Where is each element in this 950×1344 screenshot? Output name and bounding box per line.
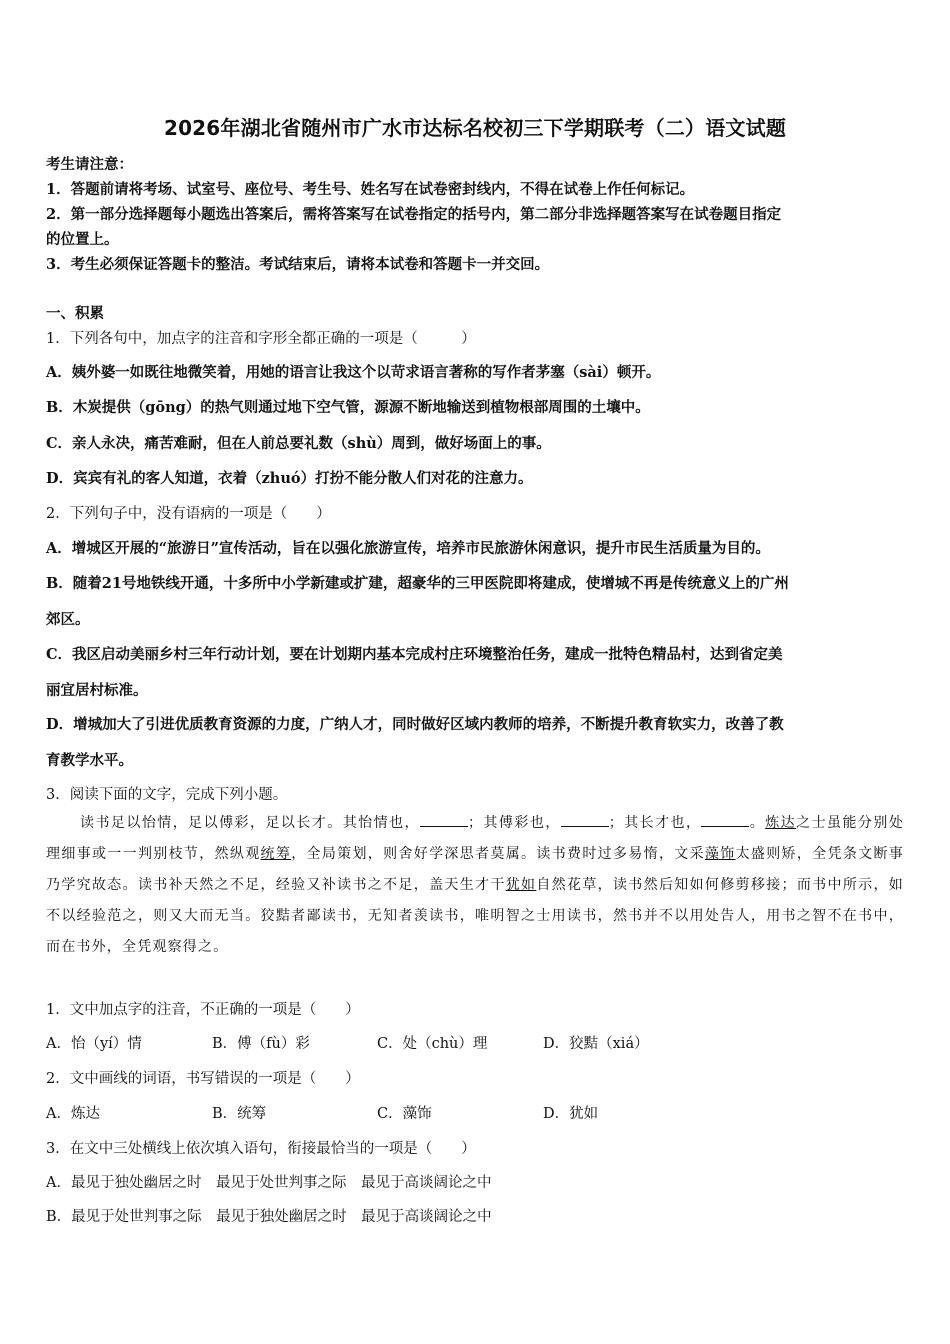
- question-2-option-d-cont: 育教学水平。: [46, 752, 133, 769]
- fill-blank-3: [701, 812, 749, 827]
- reading-passage: [46, 808, 904, 963]
- notice-heading: 考生请注意：: [46, 156, 133, 173]
- question-1-option-a: A．姨外婆一如既往地微笑着，用她的语言让我这个以苛求语言著称的写作者茅塞（sài）顿开。: [46, 364, 661, 381]
- passage-text: 自然花草，读书然后知如何修剪移接；而书中所示，如不以经验范之，则又大而无当。狡黠者鄙读书，无知者羡读书，唯明智之士用读书，然书并不以用处告人，用书之智不在书中，而在书外，全凭观察得之。: [46, 877, 904, 955]
- passage-text: 太盛则矫，全凭条文断事乃学究故态。读书补天然之不足，经验又补读书之不足，盖天生才干: [46, 846, 905, 893]
- underlined-word: 藻饰: [704, 846, 736, 862]
- fill-blank-2: [561, 812, 609, 827]
- question-2-option-c: C．我区启动美丽乡村三年行动计划，要在计划期内基本完成村庄环境整治任务，建成一批特色精品村，达到省定美: [46, 646, 783, 663]
- fill-blank-1: [420, 812, 468, 827]
- sub-question-2-option-d: D．犹如: [543, 1106, 599, 1122]
- question-1-option-c: C．亲人永决，痛苦难耐，但在人前总要礼数（shù）周到，做好场面上的事。: [46, 435, 551, 452]
- passage-text: 之士虽能分别处理细事或一一判别枝节，然纵观: [46, 815, 905, 862]
- underlined-word: 犹如: [505, 877, 537, 893]
- sub-question-3-option-b: B．最见于处世判事之际 最见于独处幽居之时 最见于高谈阔论之中: [46, 1209, 492, 1225]
- sub-question-1-stem: 1．文中加点字的注音，不正确的一项是（ ）: [46, 1002, 360, 1018]
- sub-question-2-option-b: B．统筹: [212, 1106, 267, 1122]
- sub-question-2-option-c: C．藻饰: [377, 1106, 432, 1122]
- question-2-option-b: B．随着21号地铁线开通，十多所中小学新建或扩建，超豪华的三甲医院即将建成，使增城不再是传统意义上的广州: [46, 575, 789, 592]
- sub-question-3-stem: 3．在文中三处横线上依次填入语句，衔接最恰当的一项是（ ）: [46, 1141, 476, 1157]
- question-1-option-b: B．木炭提供（gōng）的热气则通过地下空气管，源源不断地输送到植物根部周围的土壤中。: [46, 399, 650, 416]
- notice-item: 2．第一部分选择题每小题选出答案后，需将答案写在试卷指定的括号内，第二部分非选择题答案写在试卷题目指定: [46, 206, 782, 223]
- question-3-stem: 3．阅读下面的文字，完成下列小题。: [46, 787, 288, 803]
- passage-text: ；其长才也，: [608, 815, 702, 831]
- section-heading: 一、积累: [46, 305, 104, 322]
- sub-question-2-stem: 2．文中画线的词语，书写错误的一项是（ ）: [46, 1071, 360, 1087]
- question-2-stem: 2．下列句子中，没有语病的一项是（ ）: [46, 506, 331, 522]
- notice-item: 3．考生必须保证答题卡的整洁。考试结束后，请将本试卷和答题卡一并交回。: [46, 256, 550, 273]
- sub-question-3-option-a: A．最见于独处幽居之时 最见于处世判事之际 最见于高谈阔论之中: [46, 1175, 492, 1191]
- sub-question-1-option-a: A．怡（yí）情: [46, 1036, 142, 1052]
- question-2-option-b-cont: 郊区。: [46, 611, 90, 628]
- notice-item: 1．答题前请将考场、试室号、座位号、考生号、姓名写在试卷密封线内，不得在试卷上作任何标记。: [46, 181, 695, 198]
- question-2-option-a: A．增城区开展的“旅游日”宣传活动，旨在以强化旅游宣传，培养市民旅游休闲意识，提升市民生活质量为目的。: [46, 540, 770, 557]
- passage-text: 读书足以怡情，足以傅彩，足以长才。其怡情也，: [80, 815, 420, 831]
- page-title: 2026年湖北省随州市广水市达标名校初三下学期联考（二）语文试题: [163, 116, 787, 140]
- sub-question-2-option-a: A．炼达: [46, 1106, 100, 1122]
- notice-item: 的位置上。: [46, 231, 119, 248]
- sub-question-1-option-c: C．处（chù）理: [377, 1036, 488, 1052]
- passage-text: ；其傅彩也，: [468, 815, 561, 831]
- underlined-word: 统筹: [260, 846, 292, 862]
- sub-question-1-option-d: D．狡黠（xiá）: [543, 1036, 649, 1052]
- sub-question-1-option-b: B．傅（fù）彩: [212, 1036, 310, 1052]
- question-1-stem: 1．下列各句中，加点字的注音和字形全都正确的一项是（ ）: [46, 331, 476, 347]
- passage-text: ，全局策划，则舍好学深思者莫属。读书费时过多易惰，文采: [291, 846, 705, 862]
- question-2-option-d: D．增城加大了引进优质教育资源的力度，广纳人才，同时做好区域内教师的培养，不断提升教育软实力，改善了教: [46, 716, 784, 733]
- passage-text: 。: [749, 815, 766, 831]
- question-2-option-c-cont: 丽宜居村标准。: [46, 682, 148, 699]
- underlined-word: 炼达: [765, 815, 797, 831]
- question-1-option-d: D．宾宾有礼的客人知道，衣着（zhuó）打扮不能分散人们对花的注意力。: [46, 470, 533, 487]
